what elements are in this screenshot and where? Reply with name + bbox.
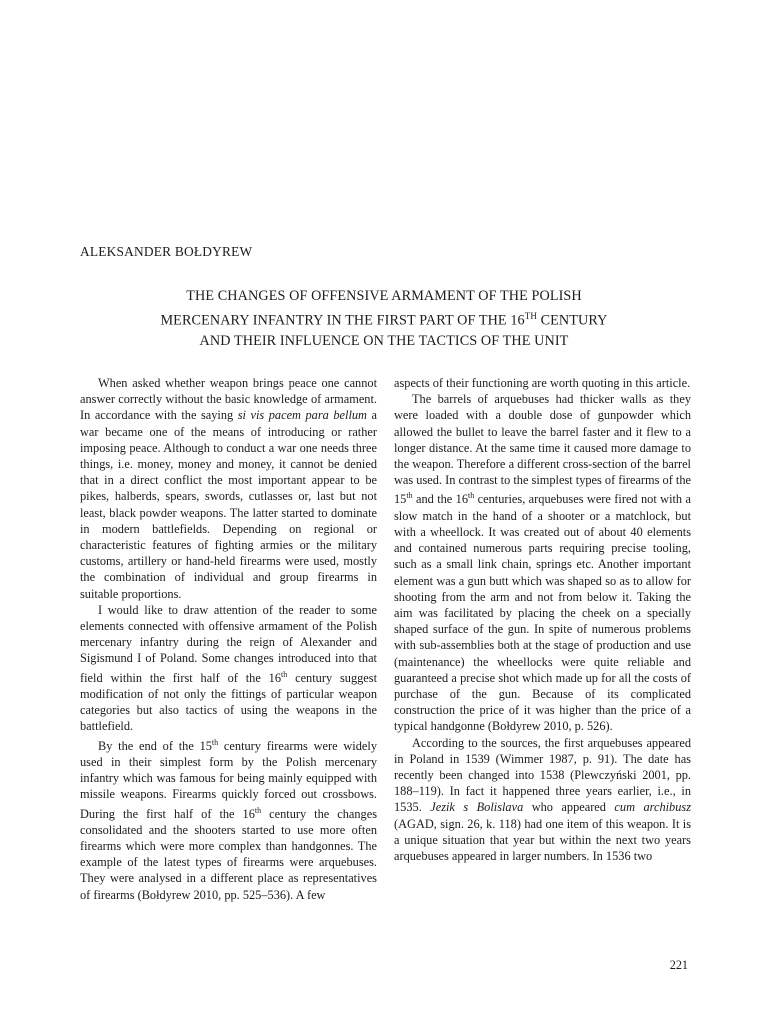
left-paragraph-1 [80,375,377,602]
text-run: (AGAD, sign. 26, k. 118) had one item of this weapon. It is a unique situation that year but within the next two years arquebuses appeared in larger numbers. In 1536 two [394,816,691,863]
text-run: century the changes consolidated and the shooters started to use more often firearms which were more complex than handgonnes. The example of the latest types of firearms were arquebuses. They were analysed in a different place as representatives of firearms (Bołdyrew 2010, pp. 525–536). A few [80,806,377,902]
author-name: ALEKSANDER BOŁDYREW [80,244,253,259]
text-run: By the end of the 15 [98,738,212,753]
text-run: and the 16 [412,492,469,507]
source-quote: Jezik s Bolislava [430,800,524,815]
article-title [80,286,688,351]
latin-phrase: si vis pacem para bellum [237,408,367,423]
superscript: th [406,491,413,501]
text-run: century suggest modification of not only the fittings of particular weapon categories but also tactics of using the weapons in the battlefield. [80,670,378,734]
text-run: I would like to draw attention of the reader to some elements connected with offensive armament of the Polish mercenary infantry during the reign of Alexander and Sigismund I of Poland. Some changes introduced into that field within the first half of the 16 [80,602,377,685]
left-column [80,375,377,903]
title-line-2-end: CENTURY [536,312,608,329]
text-run: When asked whether weapon brings peace one cannot answer correctly without the basic knowledge of armament. In accordance with the saying [80,376,377,423]
right-paragraph-continued: aspects of their functioning are worth quoting in this article. [394,376,691,390]
text-run: The barrels of arquebuses had thicker walls as they were loaded with a double dose of gunpowder which allowed the bullet to leave the barrel faster and it flew to a longer distance. At the same time it caused more damage to the weapon. Therefore a different cross-section of the barrel was used. In contrast to the simplest types of firearms of the 15 [394,392,691,507]
right-paragraph-1 [394,391,691,734]
text-run: who appeared [523,800,615,815]
title-line-2-text: MERCENARY INFANTRY IN THE FIRST PART OF THE 16 [160,312,525,329]
text-run: century firearms were widely used in their simplest form by the Polish mercenary infantry which was famous for being mainly equipped with missile weapons. Firearms quickly forced out crossbows. During the first half of the 16 [80,738,377,821]
right-column [394,375,691,864]
title-superscript: TH [524,311,537,321]
text-run: a war became one of the means of introducing or rather imposing peace. Although to conduct a war one needs three things, i.e. money, money and money, it cannot be denied that in a direct conflict the most important appear to be pikes, halberds, spears, swords, cutlasses or, last but not least, black powder weapons. The latter started to dominate in modern battlefields. Depending on regional or characteristic features of fighting armies or the military customs, artillery or hand-held firearms were used, mostly the combination of individual and group firearms in suitable proportions. [80,408,377,601]
source-quote: cum archibusz [614,800,691,815]
right-paragraph-2 [394,735,691,865]
text-run: According to the sources, the first arquebuses appeared in Poland in 1539 (Wimmer 1987, p. 91). The date has recently been changed into 1538 (Plewczyński 2001, pp. 188–119). In fact it happened three years earlier, i.e., in 1535. [394,735,691,815]
title-line-2 [80,306,688,331]
superscript: th [281,669,288,679]
superscript: th [254,805,262,815]
page-number: 221 [669,958,688,972]
superscript: th [468,491,475,501]
text-run: centuries, arquebuses were fired not with a slow match in the hand of a shooter or a matchlock, but with a wheellock. It was created out of about 40 elements and contained numerous parts requiring precise tooling, such as a small link chain, springs etc. Another important element was a gun butt which was shaped so as to allow for shooting from the arm and not from below it. Taking the aim was facilitated by placing the cheek on a specially shaped surface of the gun. In spite of numerous problems with sub-assemblies both at the stage of production and use (maintenance) the wheellocks were quite reliable and guaranteed a precise shot which made up for all the costs of purchase of the gun. Because of its complicated construction the price of it was higher than the price of a typical handgonne (Bołdyrew 2010, p. 526). [394,492,691,734]
title-line-3: AND THEIR INFLUENCE ON THE TACTICS OF THE UNIT [199,332,569,349]
left-paragraph-2 [80,602,377,735]
left-paragraph-3 [80,735,377,903]
title-line-1: THE CHANGES OF OFFENSIVE ARMAMENT OF THE POLISH [186,288,582,304]
superscript: th [211,737,219,747]
